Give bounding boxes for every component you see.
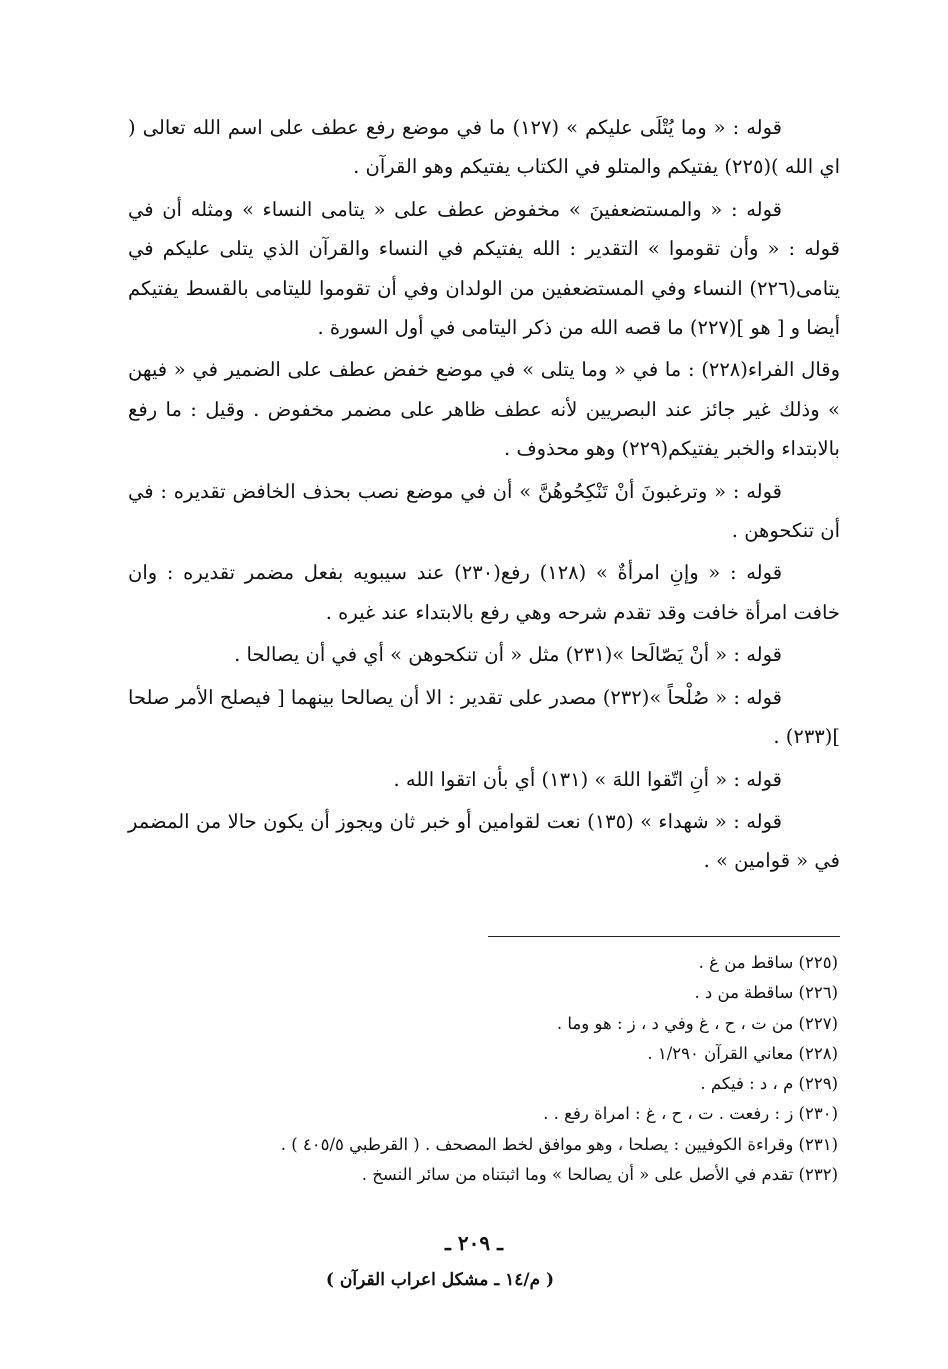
main-text [128,108,840,884]
footnote: (٢٣٠) ز : رفعت . ت ، ح ، غ : امراة رفع . . [543,1104,838,1124]
footnote: (٢٣٢) تقدم في الأصل على « أن يصالحا » وما اثبتناه من سائر النسخ . [361,1165,838,1185]
paragraph: قوله : « وما يُتْلَى عليكم » (١٢٧) ما في موضع رفع عطف على اسم الله تعالى ( اي الله )(٢٢٥) يفتيكم والمتلو في الكتاب يفتيكم وهو القرآن . [128,116,840,179]
paragraph: قوله : « وترغبونَ أنْ تَنْكِحُوهُنَّ » أن في موضع نصب بحذف الخافض تقديره : في أن تنكحوهن . [128,479,840,543]
signature-line: ( م/١٤ ـ مشكل اعراب القرآن ) [325,1270,555,1290]
footnote: (٢٢٦) ساقطة من د . [694,983,838,1003]
footnote: (٢٢٩) م ، د : فيكم . [700,1074,838,1094]
footnotes [128,948,840,1190]
footnote: (٢٣١) وقراءة الكوفيين : يصلحا ، وهو موافق لخط المصحف . ( القرطبي ٤٠٥/٥ ) . [280,1134,838,1154]
footnote: (٢٢٥) ساقط من غ . [698,953,838,972]
page-number: ـ ٢٠٩ ـ [445,1231,503,1255]
paragraph: قوله : « والمستضعفينَ » مخفوض عطف على « يتامى النساء » ومثله أن في قوله : « وأن تقوموا » التقدير : الله يفتيكم في النساء والقرآن الذي يتلى عليكم في يتامى(٢٢٦) النساء وفي المستضعفين من الولدان وفي أن تقوموا لليتامى بالقسط يفتيكم أيضا و [ هو ](٢٢٧) ما قصه الله من ذكر اليتامى في أول السورة . [128,197,840,340]
paragraph: قوله : « أنْ يَصّالَحا »(٢٣١) مثل « أن تنكحوهن » أي في أن يصالحا . [234,643,782,667]
footnote: (٢٢٧) من ت ، ح ، غ وفي د ، ز : هو وما . [556,1013,838,1033]
paragraph: قوله : « أنِ اتّقوا اللهَ » (١٣١) أي بأن اتقوا الله . [393,767,782,791]
paragraph: قوله : « شهداء » (١٣٥) نعت لقوامين أو خبر ثان ويجوز أن يكون حالا من المضمر في « قوامين » . [128,809,840,873]
paragraph: وقال الفراء(٢٢٨) : ما في « وما يتلى » في موضع خفض عطف على الضمير في « فيهن » وذلك غير جائز عند البصريين لأنه عطف ظاهر على مضمر مخفوض . وقيل : ما رفع بالابتداء والخبر يفتيكم(٢٢٩) وهو محذوف . [128,358,840,461]
paragraph: قوله : « وإنِ امرأةٌ » (١٢٨) رفع(٢٣٠) عند سيبويه بفعل مضمر تقديره : وان خافت امرأة خافت وقد تقدم شرحه وهي رفع بالابتداء عند غيره . [128,561,840,624]
footnote-divider [488,936,840,937]
paragraph: قوله : « صُلْحاً »(٢٣٢) مصدر على تقدير : الا أن يصالحا بينهما [ فيصلح الأمر صلحا ](٢٣٣) . [128,685,840,749]
footnote: (٢٢٨) معاني القرآن ١/٢٩٠ . [647,1043,838,1063]
